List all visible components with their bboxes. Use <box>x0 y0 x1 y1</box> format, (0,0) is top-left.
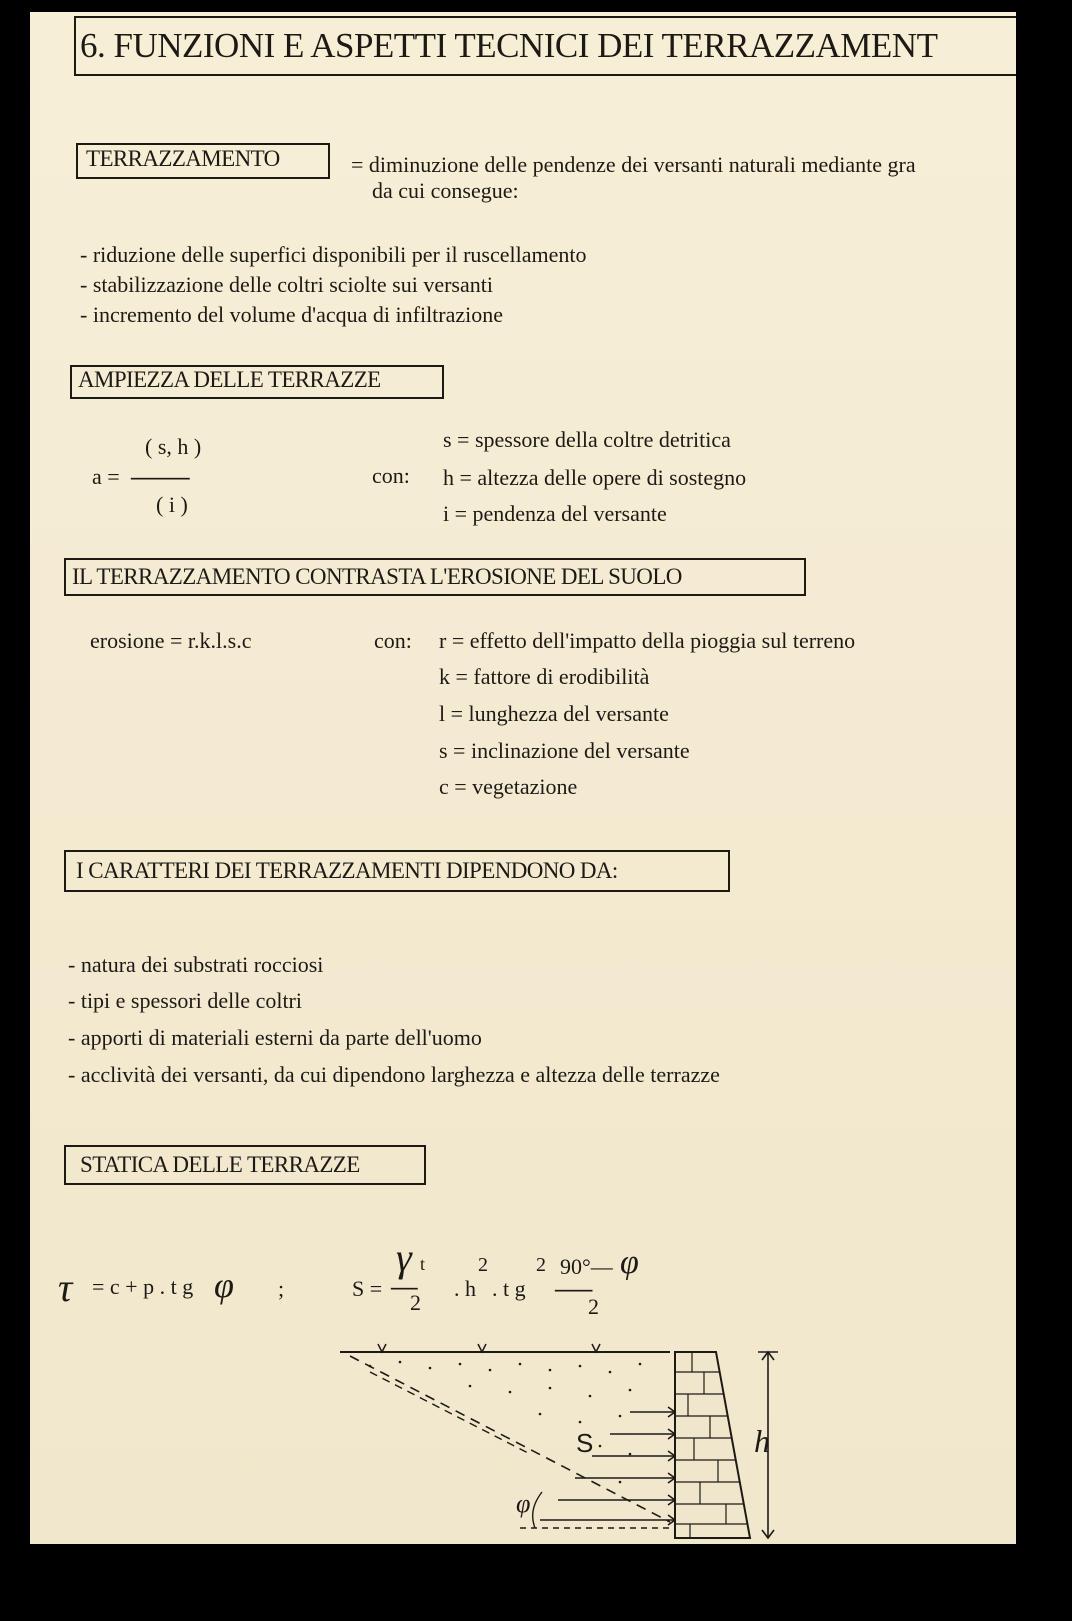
formula-fraction-line: ----------- <box>130 464 189 489</box>
terrazzamento-definition: = diminuzione delle pendenze dei versanti naturali mediante gra <box>351 152 916 177</box>
fraction-line: ----- <box>390 1274 417 1299</box>
formula-lhs: a = <box>92 464 120 489</box>
terrazzamento-consequence-intro: da cui consegue: <box>372 178 519 203</box>
definition-r: r = effetto dell'impatto della pioggia sul terreno <box>439 628 856 653</box>
list-item: - natura dei substrati rocciosi <box>68 952 324 977</box>
angle-denominator: 2 <box>588 1294 599 1319</box>
statica-heading: STATICA DELLE TERRAZZE <box>80 1152 360 1177</box>
definition-s: s = inclinazione del versante <box>439 738 690 763</box>
document-page <box>30 12 1016 1544</box>
angle-fraction-line: ------- <box>554 1276 592 1301</box>
diagram-angle-label: φ <box>516 1489 531 1518</box>
definition-k: k = fattore di erodibilità <box>439 664 650 689</box>
page-title: 6. FUNZIONI E ASPETTI TECNICI DEI TERRAZZAMENT <box>80 26 938 65</box>
formula-denominator: ( i ) <box>156 492 188 517</box>
formula-separator: ; <box>278 1276 285 1301</box>
caratteri-heading: I CARATTERI DEI TERRAZZAMENTI DIPENDONO DA: <box>76 858 618 883</box>
erosione-heading: IL TERRAZZAMENTO CONTRASTA L'EROSIONE DEL SUOLO <box>72 564 682 589</box>
phi-symbol: φ <box>214 1265 234 1305</box>
con-label: con: <box>374 628 412 653</box>
tau-symbol: τ <box>58 1265 73 1310</box>
definition-h: h = altezza delle opere di sostegno <box>443 465 747 490</box>
gamma-symbol: γ <box>396 1235 412 1280</box>
definition-i: i = pendenza del versante <box>443 501 667 526</box>
list-item: - stabilizzazione delle coltri sciolte sui versanti <box>80 272 493 297</box>
list-item: - apporti di materiali esterni da parte dell'uomo <box>68 1025 482 1050</box>
terrazzamento-label: TERRAZZAMENTO <box>86 146 280 171</box>
diagram-height-label: h <box>754 1423 770 1459</box>
gamma-subscript: t <box>420 1254 426 1274</box>
definition-s: s = spessore della coltre detritica <box>443 427 731 452</box>
list-item: - acclività dei versanti, da cui dipendono larghezza e altezza delle terrazze <box>68 1062 720 1087</box>
definition-l: l = lunghezza del versante <box>439 701 669 726</box>
tg-exponent: 2 <box>536 1254 546 1276</box>
fraction-denominator: 2 <box>410 1290 421 1315</box>
list-item: - tipi e spessori delle coltri <box>68 988 302 1013</box>
h-term: . h <box>454 1276 476 1301</box>
definition-c: c = vegetazione <box>439 774 578 799</box>
angle-phi: φ <box>620 1244 639 1281</box>
retaining-wall-diagram <box>330 1342 810 1542</box>
ampiezza-heading: AMPIEZZA DELLE TERRAZZE <box>78 367 381 392</box>
shear-formula: = c + p . t g <box>92 1274 194 1299</box>
erosione-formula: erosione = r.k.l.s.c <box>90 628 252 653</box>
h-exponent: 2 <box>478 1254 488 1276</box>
tg-term: . t g <box>492 1276 526 1301</box>
angle-numerator: 90°— <box>560 1254 613 1279</box>
list-item: - incremento del volume d'acqua di infiltrazione <box>80 302 504 327</box>
thrust-formula-lhs: S = <box>352 1276 383 1301</box>
con-label: con: <box>372 463 410 488</box>
formula-numerator: ( s, h ) <box>145 434 202 459</box>
list-item: - riduzione delle superfici disponibili per il ruscellamento <box>80 242 587 267</box>
diagram-thrust-label: S <box>576 1428 594 1458</box>
